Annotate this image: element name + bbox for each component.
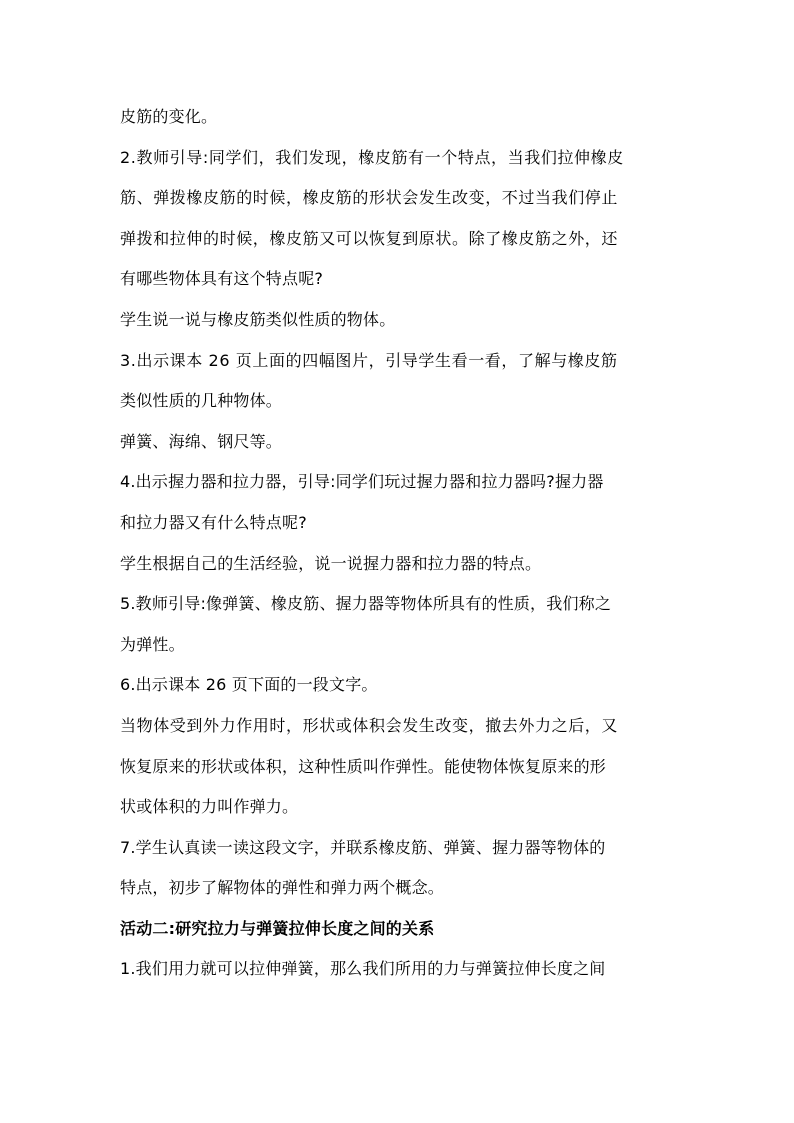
text-line: 3.出示课本 26 页上面的四幅图片，引导学生看一看，了解与橡皮筋 [120, 350, 618, 370]
text-line: 弹拨和拉伸的时候，橡皮筋又可以恢复到原状。除了橡皮筋之外，还 [120, 228, 619, 248]
text-line: 恢复原来的形状或体积，这种性质叫作弹性。能使物体恢复原来的形 [120, 756, 607, 776]
text-line: 状或体积的力叫作弹力。 [120, 797, 299, 817]
text-line: 2.教师引导:同学们，我们发现，橡皮筋有一个特点，当我们拉伸橡皮 [120, 147, 624, 167]
text-line: 和拉力器又有什么特点呢? [120, 512, 307, 532]
text-line: 类似性质的几种物体。 [120, 391, 283, 411]
text-line: 学生根据自己的生活经验，说一说握力器和拉力器的特点。 [120, 553, 542, 573]
text-line: 1.我们用力就可以拉伸弹簧，那么我们所用的力与弹簧拉伸长度之间 [120, 959, 606, 979]
text-line: 为弹性。 [120, 634, 185, 654]
text-line: 皮筋的变化。 [120, 107, 218, 126]
text-line: 当物体受到外力作用时，形状或体积会发生改变，撤去外力之后，又 [120, 715, 619, 735]
section-heading: 活动二:研究拉力与弹簧拉伸长度之间的关系 [120, 918, 435, 938]
text-line: 学生说一说与橡皮筋类似性质的物体。 [120, 309, 396, 329]
text-line: 5.教师引导:像弹簧、橡皮筋、握力器等物体所具有的性质，我们称之 [120, 594, 612, 614]
text-line: 筋、弹拨橡皮筋的时候，橡皮筋的形状会发生改变，不过当我们停止 [120, 188, 619, 208]
text-line: 7.学生认真读一读这段文字，并联系橡皮筋、弹簧、握力器等物体的 [120, 837, 606, 857]
text-line: 4.出示握力器和拉力器，引导:同学们玩过握力器和拉力器吗?握力器 [120, 472, 604, 492]
text-line: 特点，初步了解物体的弹性和弹力两个概念。 [120, 878, 445, 898]
document-body [120, 97, 680, 990]
text-line: 6.出示课本 26 页下面的一段文字。 [120, 675, 378, 695]
text-line: 有哪些物体具有这个特点呢? [120, 269, 324, 289]
text-line: 弹簧、海绵、钢尺等。 [120, 431, 283, 451]
